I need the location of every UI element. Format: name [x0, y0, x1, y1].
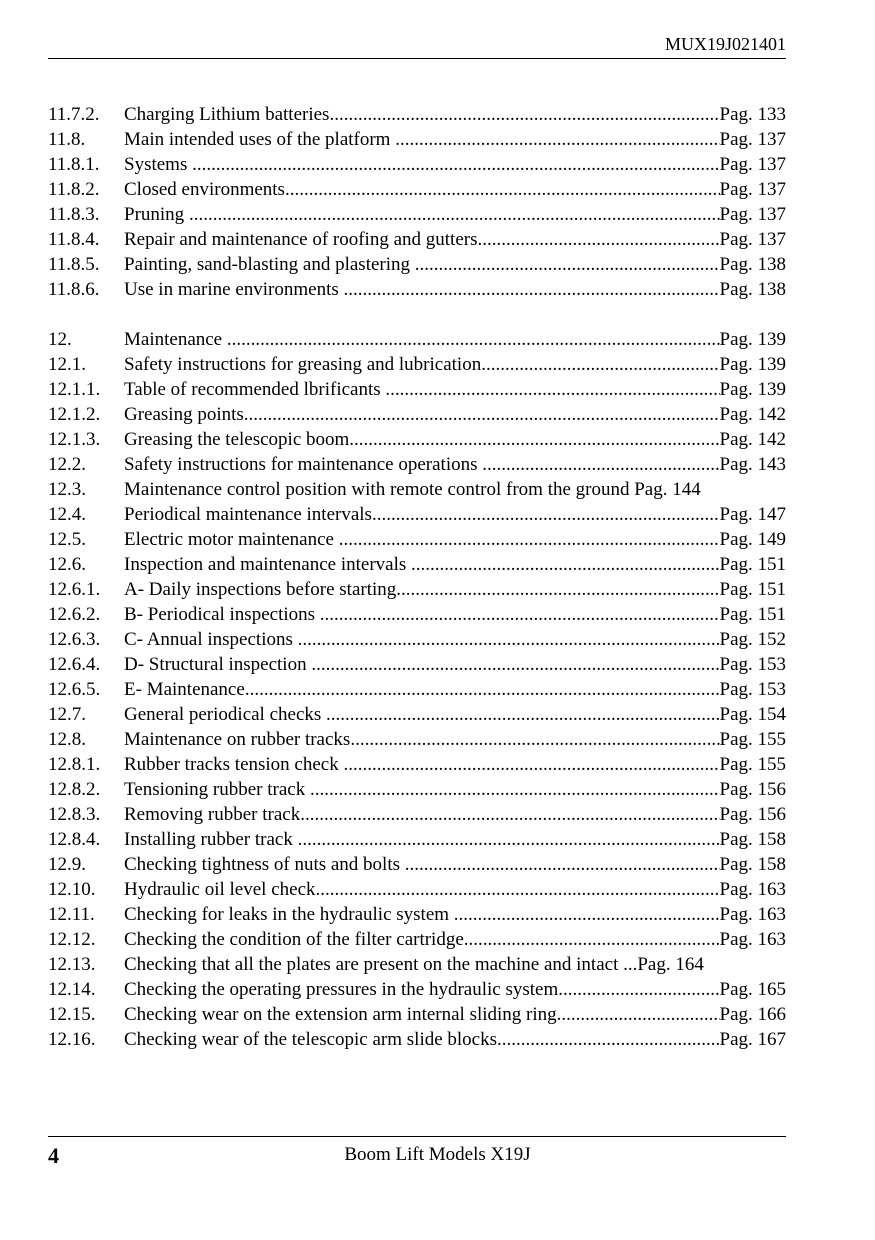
toc-entry[interactable]	[48, 802, 786, 827]
toc-entry-title: Greasing points	[124, 404, 244, 425]
toc-dot-leader	[343, 752, 719, 777]
toc-entry-number: 12.6.2.	[48, 604, 101, 625]
toc-entry-page: Pag. 142	[719, 404, 786, 425]
toc-dot-leader	[285, 177, 720, 202]
toc-entry-page: Pag. 158	[719, 854, 786, 875]
toc-entry[interactable]	[48, 1002, 786, 1027]
toc-dot-leader	[405, 852, 720, 877]
toc-dot-leader	[464, 927, 720, 952]
toc-entry-title: Repair and maintenance of roofing and gutters	[124, 229, 478, 250]
toc-entry-title: A- Daily inspections before starting	[124, 579, 397, 600]
toc-entry-page: Pag. 151	[719, 579, 786, 600]
toc-entry-number: 12.6.4.	[48, 654, 101, 675]
toc-entry-body	[124, 752, 786, 777]
toc-entry-number: 12.4.	[48, 504, 86, 525]
toc-dot-leader	[311, 652, 719, 677]
toc-entry-body	[124, 152, 786, 177]
toc-entry-body	[124, 727, 786, 752]
toc-dot-leader	[326, 702, 719, 727]
toc-entry-page: Pag. 152	[719, 629, 786, 650]
toc-entry-title: General periodical checks	[124, 704, 327, 725]
toc-entry-title: Pruning	[124, 204, 189, 225]
toc-entry-body	[124, 977, 786, 1002]
toc-entry-body	[124, 827, 786, 852]
toc-entry[interactable]	[48, 477, 786, 502]
toc-entry-page: Pag. 142	[719, 429, 786, 450]
toc-dot-leader	[349, 427, 719, 452]
toc-dot-leader	[395, 127, 719, 152]
toc-entry-number: 12.14.	[48, 979, 96, 1000]
toc-entry-page: Pag. 137	[719, 229, 786, 250]
footer-title: Boom Lift Models X19J	[344, 1144, 531, 1165]
toc-entry-number: 12.1.	[48, 354, 86, 375]
toc-entry-body	[124, 627, 786, 652]
toc-entry[interactable]	[48, 977, 786, 1002]
toc-entry-body	[124, 852, 786, 877]
toc-entry-body	[124, 777, 786, 802]
toc-entry[interactable]	[48, 902, 786, 927]
toc-entry-number: 11.8.3.	[48, 204, 100, 225]
toc-entry-body	[124, 927, 786, 952]
toc-entry-body	[124, 1002, 786, 1027]
toc-entry[interactable]	[48, 877, 786, 902]
toc-entry-number: 12.2.	[48, 454, 86, 475]
toc-dot-leader	[300, 802, 719, 827]
toc-entry-body	[124, 102, 786, 127]
toc-entry-page: Pag. 137	[719, 129, 786, 150]
toc-entry-body	[124, 602, 786, 627]
toc-entry-title: Checking the operating pressures in the hydraulic system	[124, 979, 559, 1000]
toc-entry[interactable]	[48, 202, 786, 227]
toc-entry-title: Greasing the telescopic boom	[124, 429, 350, 450]
toc-entry-title: C- Annual inspections	[124, 629, 298, 650]
toc-dot-leader	[316, 877, 720, 902]
toc-entry[interactable]	[48, 252, 786, 277]
toc-dot-leader	[372, 502, 720, 527]
toc-entry-title: Closed environments	[124, 179, 285, 200]
toc-entry-page: Pag. 166	[719, 1004, 786, 1025]
toc-dot-leader	[298, 627, 720, 652]
footer-rule	[48, 1136, 786, 1137]
toc-group-1	[48, 102, 786, 302]
toc-entry-number: 12.6.1.	[48, 579, 101, 600]
toc-entry[interactable]	[48, 852, 786, 877]
toc-entry-number: 12.7.	[48, 704, 86, 725]
toc-entry-body	[124, 802, 786, 827]
toc-entry-page: Pag. 133	[719, 104, 786, 125]
toc-entry-page: Pag. 155	[719, 754, 786, 775]
toc-entry-title: D- Structural inspection	[124, 654, 312, 675]
toc-entry-title: E- Maintenance	[124, 679, 245, 700]
toc-entry-title: Charging Lithium batteries	[124, 104, 330, 125]
header-code: MUX19J021401	[664, 34, 786, 54]
toc-entry-page: Pag. 147	[719, 504, 786, 525]
toc-dot-leader	[385, 377, 719, 402]
toc-entry-number: 12.8.	[48, 729, 86, 750]
toc-entry-title: Safety instructions for maintenance operations	[124, 454, 483, 475]
toc-entry-page: Pag. 167	[719, 1029, 786, 1050]
toc-entry-page: Pag. 153	[719, 679, 786, 700]
toc-entry-body	[124, 377, 786, 402]
toc-entry-title: Periodical maintenance intervals	[124, 504, 372, 525]
toc-entry-number: 11.8.1.	[48, 154, 100, 175]
toc-entry-title: Maintenance	[124, 329, 227, 350]
toc-entry-title: Checking wear of the telescopic arm slide blocks	[124, 1029, 498, 1050]
toc-entry-number: 11.8.4.	[48, 229, 100, 250]
toc-dot-leader	[454, 902, 720, 927]
toc-dot-leader	[344, 277, 720, 302]
toc-dot-leader	[320, 602, 720, 627]
toc-entry-page: Pag. 137	[719, 179, 786, 200]
toc-entry[interactable]	[48, 377, 786, 402]
toc-entry-number: 12.5.	[48, 529, 86, 550]
toc-entry-page: Pag. 163	[719, 879, 786, 900]
toc-entry-body	[124, 652, 786, 677]
toc-dot-leader	[329, 102, 719, 127]
toc-entry-page: Pag. 138	[719, 279, 786, 300]
toc-group-2	[48, 327, 786, 1052]
toc-entry-title: Tensioning rubber track	[124, 779, 310, 800]
toc-entry[interactable]	[48, 402, 786, 427]
toc-entry-body	[124, 552, 786, 577]
toc-entry-title: Checking tightness of nuts and bolts	[124, 854, 405, 875]
toc-entry-number: 12.8.4.	[48, 829, 101, 850]
toc-entry[interactable]	[48, 927, 786, 952]
toc-entry-number: 12.10.	[48, 879, 96, 900]
toc-entry[interactable]	[48, 177, 786, 202]
toc-entry-body	[124, 202, 786, 227]
toc-entry[interactable]	[48, 277, 786, 302]
toc-entry[interactable]	[48, 952, 786, 977]
toc-dot-leader	[339, 527, 720, 552]
toc-entry-title: Painting, sand-blasting and plastering	[124, 254, 415, 275]
toc-entry-page: Pag. 158	[719, 829, 786, 850]
toc-entry-number: 12.	[48, 329, 72, 350]
toc-entry[interactable]	[48, 552, 786, 577]
toc-entry[interactable]	[48, 627, 786, 652]
toc-dot-leader	[481, 352, 719, 377]
toc-entry[interactable]	[48, 527, 786, 552]
toc-entry-page: Pag. 151	[719, 604, 786, 625]
toc-entry-number: 12.6.5.	[48, 679, 101, 700]
toc-entry-number: 12.15.	[48, 1004, 96, 1025]
toc-entry-page: Pag. 155	[719, 729, 786, 750]
toc-entry[interactable]	[48, 1027, 786, 1052]
toc-entry-page: Pag. 139	[719, 354, 786, 375]
toc-entry[interactable]	[48, 727, 786, 752]
toc-dot-leader	[557, 1002, 720, 1027]
toc-entry[interactable]	[48, 227, 786, 252]
toc-entry-page: Pag. 137	[719, 204, 786, 225]
toc-entry-body	[124, 177, 786, 202]
toc-entry-body	[124, 502, 786, 527]
toc-entry-page: Pag. 163	[719, 904, 786, 925]
toc-entry-title: Checking the condition of the filter cartridge	[124, 929, 464, 950]
toc-entry-body	[124, 577, 786, 602]
toc-entry-number: 12.8.1.	[48, 754, 101, 775]
toc-entry[interactable]	[48, 652, 786, 677]
toc-entry-page: Pag. 156	[719, 804, 786, 825]
toc-entry-page: Pag. 138	[719, 254, 786, 275]
toc-entry-title: B- Periodical inspections	[124, 604, 320, 625]
toc-entry-body	[124, 252, 786, 277]
toc-entry-number: 12.1.2.	[48, 404, 101, 425]
toc-dot-leader	[298, 827, 720, 852]
toc-entry-body	[124, 677, 786, 702]
toc-entry-number: 12.13.	[48, 954, 96, 975]
toc-dot-leader	[497, 1027, 719, 1052]
toc-entry-number: 11.8.	[48, 129, 86, 150]
toc-entry-title: Main intended uses of the platform	[124, 129, 396, 150]
toc-dot-leader	[245, 677, 720, 702]
toc-entry[interactable]	[48, 502, 786, 527]
toc-entry-page: Pag. 149	[719, 529, 786, 550]
toc-entry-page: Pag. 154	[719, 704, 786, 725]
toc-entry[interactable]	[48, 327, 786, 352]
toc-dot-leader	[189, 202, 720, 227]
toc-entry-body	[124, 452, 786, 477]
toc-entry-body	[124, 127, 786, 152]
footer-page-number: 4	[48, 1143, 59, 1168]
toc-entry[interactable]	[48, 677, 786, 702]
toc-entry-body	[124, 527, 786, 552]
toc-entry-body	[124, 902, 786, 927]
toc-entry[interactable]	[48, 352, 786, 377]
toc-dot-leader	[411, 552, 719, 577]
table-of-contents	[48, 102, 786, 1052]
toc-entry[interactable]	[48, 827, 786, 852]
toc-entry-number: 12.6.	[48, 554, 86, 575]
toc-dot-leader	[415, 252, 720, 277]
toc-entry-page: Pag. 143	[719, 454, 786, 475]
toc-dot-leader	[482, 452, 719, 477]
toc-entry-number: 12.12.	[48, 929, 96, 950]
toc-entry-title: Checking wear on the extension arm internal sliding ring	[124, 1004, 557, 1025]
toc-entry-body	[124, 327, 786, 352]
toc-dot-leader	[227, 327, 720, 352]
toc-entry-number: 11.7.2.	[48, 104, 100, 125]
toc-entry-number: 12.8.3.	[48, 804, 101, 825]
toc-entry[interactable]	[48, 427, 786, 452]
toc-entry-text: Maintenance control position with remote control from the ground Pag. 144	[124, 479, 701, 500]
toc-entry-body	[124, 877, 786, 902]
toc-entry-number: 12.11.	[48, 904, 95, 925]
toc-entry-title: Safety instructions for greasing and lubrication	[124, 354, 482, 375]
toc-entry[interactable]	[48, 127, 786, 152]
toc-entry-title: Installing rubber track	[124, 829, 298, 850]
toc-entry-page: Pag. 139	[719, 329, 786, 350]
toc-entry[interactable]	[48, 152, 786, 177]
toc-entry[interactable]	[48, 602, 786, 627]
toc-entry-number: 12.1.1.	[48, 379, 101, 400]
toc-entry-title: Hydraulic oil level check	[124, 879, 316, 900]
toc-entry-number: 12.6.3.	[48, 629, 101, 650]
toc-entry-body	[124, 227, 786, 252]
toc-entry-number: 11.8.5.	[48, 254, 100, 275]
toc-dot-leader	[350, 727, 719, 752]
toc-entry-title: Checking for leaks in the hydraulic system	[124, 904, 454, 925]
toc-entry-number: 12.1.3.	[48, 429, 101, 450]
toc-entry-title: Electric motor maintenance	[124, 529, 339, 550]
toc-entry-body	[124, 427, 786, 452]
toc-entry-title: Maintenance on rubber tracks	[124, 729, 351, 750]
header-rule	[48, 58, 786, 59]
toc-group-gap	[48, 302, 786, 327]
toc-entry[interactable]	[48, 777, 786, 802]
toc-entry-body	[124, 1027, 786, 1052]
toc-dot-leader	[396, 577, 719, 602]
toc-entry-number: 12.8.2.	[48, 779, 101, 800]
toc-entry-number: 11.8.6.	[48, 279, 100, 300]
toc-entry-number: 12.3.	[48, 479, 86, 500]
toc-entry-page: Pag. 163	[719, 929, 786, 950]
toc-entry[interactable]	[48, 752, 786, 777]
toc-entry-body	[124, 402, 786, 427]
toc-dot-leader	[192, 152, 719, 177]
toc-entry-title: Systems	[124, 154, 193, 175]
toc-entry[interactable]	[48, 102, 786, 127]
toc-entry[interactable]	[48, 577, 786, 602]
toc-dot-leader	[310, 777, 720, 802]
toc-entry-title: Use in marine environments	[124, 279, 344, 300]
toc-entry-title: Removing rubber track	[124, 804, 301, 825]
toc-entry-title: Rubber tracks tension check	[124, 754, 344, 775]
toc-entry-body	[124, 277, 786, 302]
toc-dot-leader	[244, 402, 720, 427]
toc-entry-title: Table of recommended lbrificants	[124, 379, 386, 400]
toc-entry-page: Pag. 151	[719, 554, 786, 575]
toc-entry-page: Pag. 137	[719, 154, 786, 175]
toc-entry[interactable]	[48, 452, 786, 477]
toc-entry-page: Pag. 165	[719, 979, 786, 1000]
toc-entry-text: Checking that all the plates are present on the machine and intact ...Pag. 164	[124, 954, 704, 975]
toc-entry-page: Pag. 153	[719, 654, 786, 675]
toc-entry[interactable]	[48, 702, 786, 727]
toc-entry-body	[124, 702, 786, 727]
toc-entry-body	[124, 352, 786, 377]
toc-dot-leader	[478, 227, 720, 252]
toc-entry-page: Pag. 156	[719, 779, 786, 800]
toc-dot-leader	[558, 977, 719, 1002]
toc-entry-number: 11.8.2.	[48, 179, 100, 200]
toc-entry-number: 12.16.	[48, 1029, 96, 1050]
toc-entry-title: Inspection and maintenance intervals	[124, 554, 412, 575]
toc-entry-page: Pag. 139	[719, 379, 786, 400]
toc-entry-number: 12.9.	[48, 854, 86, 875]
